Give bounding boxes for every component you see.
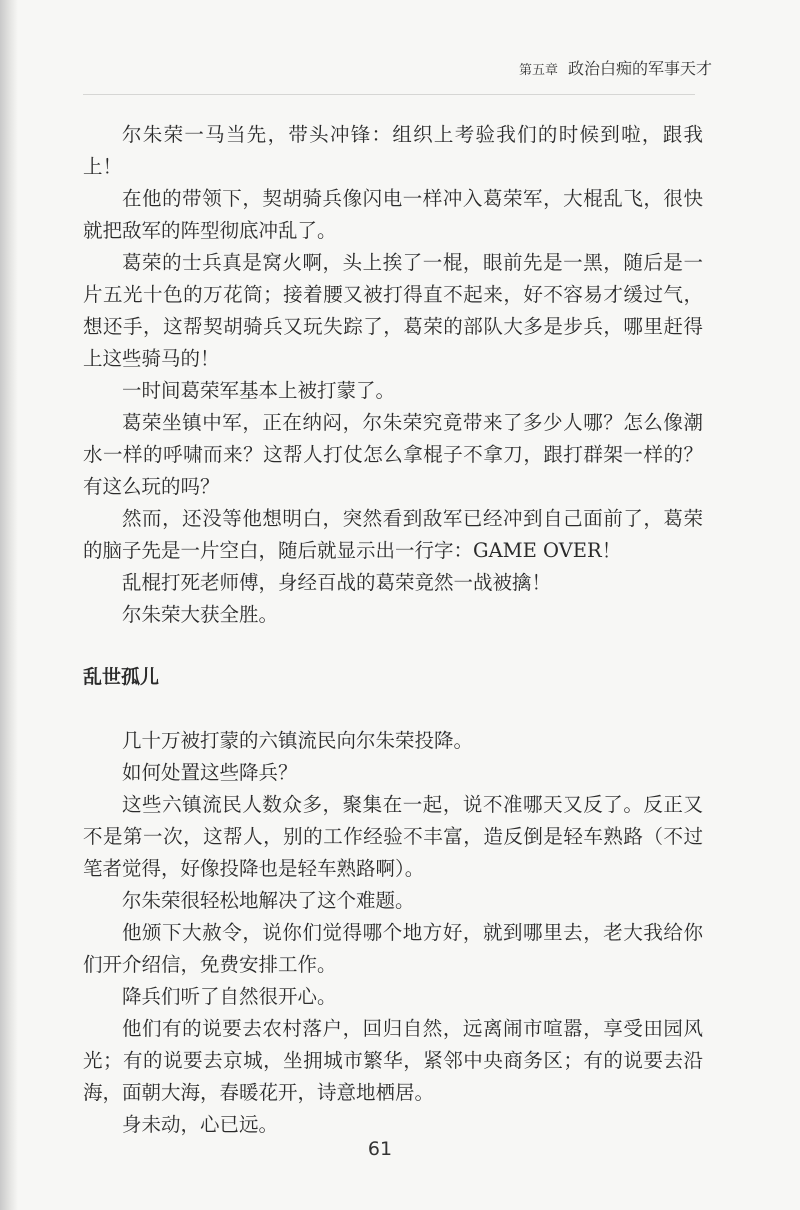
paragraph: 几十万被打蒙的六镇流民向尔朱荣投降。 xyxy=(122,729,474,752)
paragraph: 尔朱荣很轻松地解决了这个难题。 xyxy=(122,889,415,912)
paragraph: 如何处置这些降兵？ xyxy=(122,761,298,784)
paragraph: 乱棍打死老师傅，身经百战的葛荣竟然一战被擒！ xyxy=(122,571,552,594)
paragraph: 尔朱荣一马当先，带头冲锋：组织上考验我们的时候到啦，跟我上！ xyxy=(83,123,703,178)
paragraph: 在他的带领下，契胡骑兵像闪电一样冲入葛荣军，大棍乱飞，很快就把敌军的阵型彻底冲乱了。 xyxy=(83,187,703,242)
chapter-title: 政治白痴的军事天才 xyxy=(567,59,712,78)
running-header xyxy=(519,56,712,79)
paragraph: 尔朱荣大获全胜。 xyxy=(122,603,279,626)
paragraph: 葛荣坐镇中军，正在纳闷，尔朱荣究竟带来了多少人哪？怎么像潮水一样的呼啸而来？这帮人打仗怎么拿棍子不拿刀，跟打群架一样的？有这么玩的吗？ xyxy=(83,411,703,498)
page-body xyxy=(83,119,703,1141)
section-title: 乱世孤儿 xyxy=(83,666,160,688)
paragraph: 然而，还没等他想明白，突然看到敌军已经冲到自己面前了，葛荣的脑子先是一片空白，随后就显示出一行字：GAME OVER！ xyxy=(83,507,703,562)
paragraph: 他们有的说要去农村落户，回归自然，远离闹市喧嚣，享受田园风光；有的说要去京城，坐拥城市繁华，紧邻中央商务区；有的说要去沿海，面朝大海，春暖花开，诗意地栖居。 xyxy=(83,1017,703,1104)
book-spine-shadow xyxy=(0,0,18,1210)
paragraph: 一时间葛荣军基本上被打蒙了。 xyxy=(122,379,396,402)
paragraph: 这些六镇流民人数众多，聚集在一起，说不准哪天又反了。反正又不是第一次，这帮人，别的工作经验不丰富，造反倒是轻车熟路（不过笔者觉得，好像投降也是轻车熟路啊）。 xyxy=(83,793,703,880)
paragraph: 葛荣的士兵真是窝火啊，头上挨了一棍，眼前先是一黑，随后是一片五光十色的万花筒；接着腰又被打得直不起来，好不容易才缓过气，想还手，这帮契胡骑兵又玩失踪了，葛荣的部队大多是步兵，哪里赶得上这些骑马的！ xyxy=(83,251,703,370)
chapter-number: 第五章 xyxy=(518,63,558,78)
header-rule xyxy=(83,94,695,95)
paragraph: 他颁下大赦令，说你们觉得哪个地方好，就到哪里去，老大我给你们开介绍信，免费安排工作。 xyxy=(83,921,703,976)
page-number: 61 xyxy=(367,1138,393,1160)
paragraph: 身未动，心已远。 xyxy=(122,1113,279,1136)
paragraph: 降兵们听了自然很开心。 xyxy=(122,985,337,1008)
